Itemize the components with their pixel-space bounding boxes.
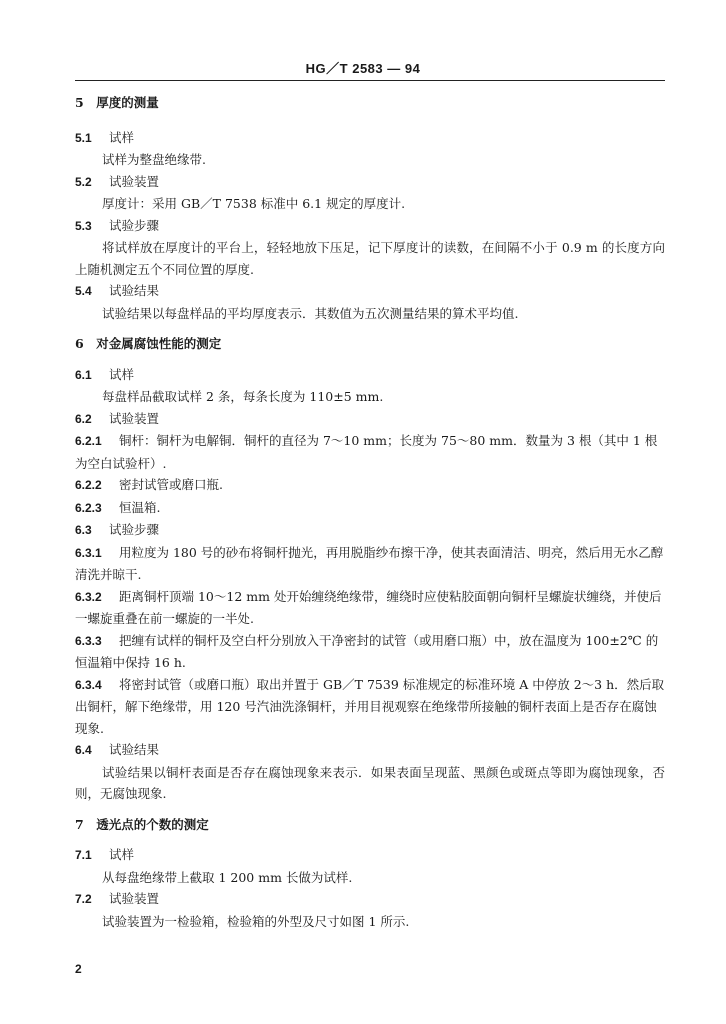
clause-6-3-heading <box>75 519 665 542</box>
clause-title: 试验结果 <box>109 742 160 757</box>
clause-7-1-heading <box>75 844 665 867</box>
clause-6-4-text: 试验结果以铜杆表面是否存在腐蚀现象来表示．如果表面呈现蓝、黑颜色或斑点等即为腐蚀现象，否则，无腐蚀现象. <box>75 764 665 801</box>
clause-5-4-text: 试验结果以每盘样品的平均厚度表示．其数值为五次测量结果的算术平均值. <box>102 305 519 321</box>
clause-number: 6.1 <box>75 367 92 382</box>
clause-title: 试样 <box>109 129 135 145</box>
clause-number: 6.3.3 <box>75 633 102 648</box>
clause-title: 试验步骤 <box>109 217 160 233</box>
clause-number: 6.2.3 <box>75 500 102 515</box>
section-5-title: 5 厚度的测量 <box>75 95 159 110</box>
clause-number: 5.1 <box>75 130 92 145</box>
clause-6-2-heading <box>75 408 665 431</box>
clause-number: 6.2.2 <box>75 478 102 492</box>
clause-text: 距离铜杆顶端 10～12 mm 处开始缠绕绝缘带，缠绕时应使粘胶面朝向铜杆呈螺旋状缠绕，并使后一螺旋重叠在前一螺旋的一半处. <box>75 588 662 626</box>
clause-5-3-text: 将试样放在厚度计的平台上，轻轻地放下压足，记下厚度计的读数，在间隔不小于 0.9 m 的长度方向上随机测定五个不同位置的厚度. <box>75 240 665 277</box>
clause-7-2-text: 试验装置为一检验箱，检验箱的外型及尺寸如图 1 所示. <box>102 913 410 929</box>
clause-6-1-heading <box>75 364 665 387</box>
standard-code-header: HG／T 2583 — 94 <box>305 61 421 76</box>
clause-number: 6.3.1 <box>75 545 102 560</box>
clause-text: 密封试管或磨口瓶. <box>119 477 223 492</box>
document-body <box>75 92 665 932</box>
header-rule <box>75 80 665 81</box>
clause-6-3-3 <box>75 630 665 674</box>
clause-title: 试验装置 <box>109 173 160 189</box>
clause-6-3-2 <box>75 586 665 630</box>
clause-number: 6.4 <box>75 743 92 757</box>
clause-number: 7.1 <box>75 848 92 862</box>
clause-title: 试验步骤 <box>109 522 160 537</box>
clause-number: 6.2 <box>75 411 92 426</box>
clause-5-4-heading <box>75 280 665 303</box>
clause-text: 铜杆：铜杆为电解铜．铜杆的直径为 7～10 mm；长度为 75～80 mm．数量为 3 根（其中 1 根为空白试验杆）. <box>75 433 658 471</box>
clause-5-2-text: 厚度计：采用 GB／T 7538 标准中 6.1 规定的厚度计. <box>102 196 406 211</box>
clause-6-1-text: 每盘样品截取试样 2 条，每条长度为 110±5 mm. <box>102 389 384 404</box>
clause-number: 5.4 <box>75 284 92 298</box>
clause-6-3-4 <box>75 674 665 740</box>
clause-text: 恒温箱. <box>119 499 161 515</box>
clause-5-1-heading <box>75 127 665 150</box>
clause-number: 7.2 <box>75 892 92 906</box>
clause-6-2-2 <box>75 474 665 497</box>
clause-7-2-heading <box>75 888 665 911</box>
clause-title: 试验装置 <box>109 891 160 906</box>
clause-title: 试样 <box>109 847 135 862</box>
clause-5-1-text: 试样为整盘绝缘带. <box>102 152 206 167</box>
clause-number: 5.3 <box>75 218 92 233</box>
clause-number: 6.3 <box>75 523 92 537</box>
clause-5-3-heading <box>75 215 665 238</box>
clause-text: 用粒度为 180 号的砂布将铜杆抛光，再用脱脂纱布擦干净，使其表面清洁、明亮，然后用无水乙醇清洗并晾干. <box>75 544 664 582</box>
page-number: 2 <box>75 962 82 976</box>
clause-6-2-1 <box>75 430 665 474</box>
clause-6-2-3 <box>75 497 665 520</box>
clause-6-4-heading <box>75 739 665 762</box>
section-7-title: 7 透光点的个数的测定 <box>75 816 209 832</box>
clause-5-2-heading <box>75 171 665 194</box>
clause-title: 试样 <box>109 366 135 382</box>
clause-text: 把缠有试样的铜杆及空白杆分别放入干净密封的试管（或用磨口瓶）中，放在温度为 100±2℃ 的恒温箱中保持 16 h. <box>75 632 659 670</box>
clause-6-3-1 <box>75 542 665 586</box>
section-6-title: 6 对金属腐蚀性能的测定 <box>75 336 222 351</box>
clause-number: 6.3.2 <box>75 589 102 604</box>
clause-number: 5.2 <box>75 174 92 189</box>
clause-number: 6.3.4 <box>75 677 102 692</box>
clause-number: 6.2.1 <box>75 434 102 448</box>
clause-title: 试验装置 <box>109 410 160 426</box>
clause-text: 将密封试管（或磨口瓶）取出并置于 GB／T 7539 标准规定的标准环境 A 中停放 2～3 h．然后取出铜杆，解下绝缘带，用 120 号汽油洗涤铜杆，并用目视观察在绝缘带所接触的铜杆表面上是否存在腐蚀现象. <box>75 676 665 736</box>
clause-title: 试验结果 <box>109 283 160 298</box>
clause-7-1-text: 从每盘绝缘带上截取 1 200 mm 长做为试样. <box>102 869 353 885</box>
